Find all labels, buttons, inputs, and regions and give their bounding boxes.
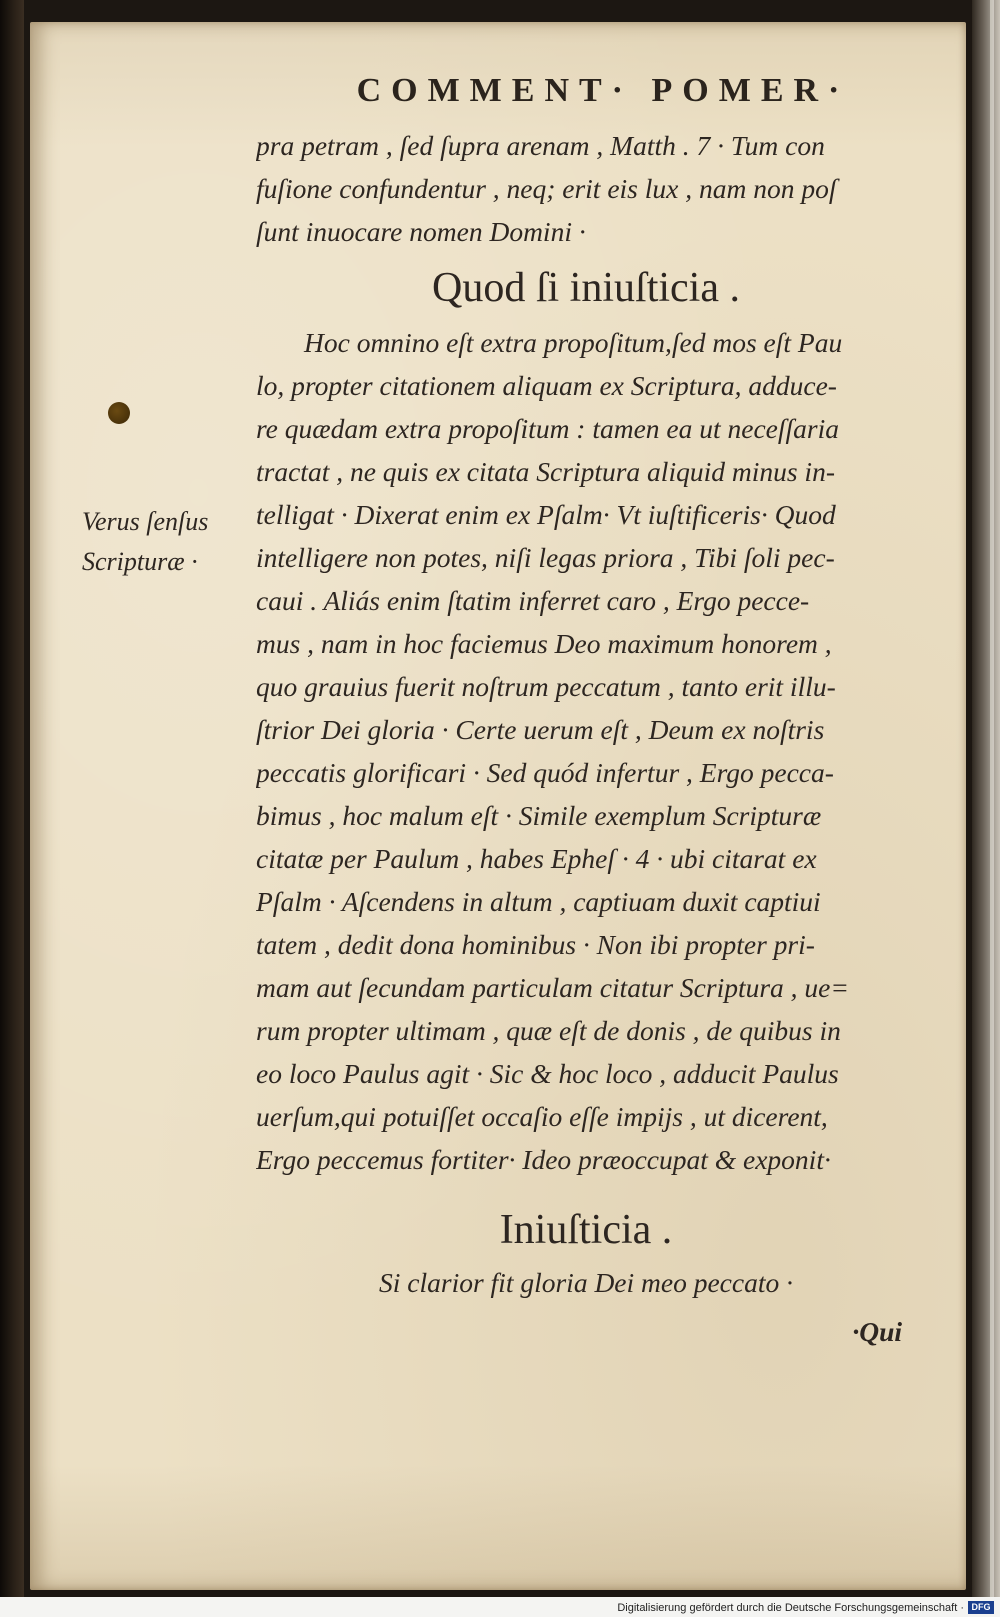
text-line: Ergo peccemus fortiter· Ideo præoccupat & exponit· <box>256 1144 831 1175</box>
text-line: ſunt inuocare nomen Domini · <box>256 216 586 247</box>
book-spine <box>0 0 24 1617</box>
text-line: peccatis glorificari · Sed quód infertur , Ergo pecca- <box>256 757 834 788</box>
text-line: fuſione confundentur , neq; erit eis lux , nam non poſ <box>256 173 837 204</box>
marginal-note-line: Verus ſenſus <box>82 507 209 536</box>
text-line: re quædam extra propoſitum : tamen ea ut neceſſaria <box>256 413 840 444</box>
text-line: caui . Aliás enim ſtatim inferret caro , Ergo pecce- <box>256 585 810 616</box>
text-line: quo grauius fuerit noſtrum peccatum , tanto erit illu- <box>256 671 836 702</box>
page-edge-highlight <box>990 0 994 1617</box>
text-line: tractat , ne quis ex citata Scriptura aliquid minus in- <box>256 456 835 487</box>
marginal-note <box>82 502 252 582</box>
text-line: lo, propter citationem aliquam ex Scriptura, adduce- <box>256 370 837 401</box>
running-title: COMMENT· POMER· <box>356 72 850 109</box>
section-heading: Iniuſticia . <box>499 1207 673 1253</box>
ink-blot <box>108 402 130 424</box>
lemma-line: Si clarior fit gloria Dei meo peccato · <box>379 1267 793 1298</box>
text-line: ſtrior Dei gloria · Certe uerum eſt , Deum ex noſtris <box>256 714 825 745</box>
text-line: eo loco Paulus agit · Sic & hoc loco , adducit Paulus <box>256 1058 839 1089</box>
text-line: rum propter ultimam , quæ eſt de donis , de quibus in <box>256 1015 841 1046</box>
marginal-note-line: Scripturæ · <box>82 547 198 576</box>
page-edge <box>972 0 1000 1617</box>
main-text-block <box>256 124 916 1357</box>
text-line: citatæ per Paulum , habes Epheſ · 4 · ubi citarat ex <box>256 843 817 874</box>
funding-credit: Digitalisierung gefördert durch die Deutsche Forschungsgemeinschaft · <box>617 1602 964 1614</box>
text-line: uerſum,qui potuiſſet occaſio eſſe impijs , ut dicerent, <box>256 1101 828 1132</box>
catchword: ·Qui <box>852 1316 902 1347</box>
section-heading: Quod ſi iniuſticia . <box>432 265 740 311</box>
text-line: mus , nam in hoc faciemus Deo maximum honorem , <box>256 628 832 659</box>
text-line: Hoc omnino eſt extra propoſitum,ſed mos eſt Pau <box>304 327 843 358</box>
book-page <box>30 22 966 1590</box>
text-line: bimus , hoc malum eſt · Simile exemplum Scripturæ <box>256 800 822 831</box>
text-line: intelligere non potes, niſi legas priora , Tibi ſoli pec- <box>256 542 835 573</box>
text-line: Pſalm · Aſcendens in altum , captiuam duxit captiui <box>256 886 821 917</box>
text-line: telligat · Dixerat enim ex Pſalm· Vt iuſtificeris· Quod <box>256 499 836 530</box>
text-line: tatem , dedit dona hominibus · Non ibi propter pri- <box>256 929 815 960</box>
dfg-logo-icon: DFG <box>968 1601 994 1614</box>
text-line: mam aut ſecundam particulam citatur Scriptura , ue= <box>256 972 849 1003</box>
text-line: pra petram , ſed ſupra arenam , Matth . 7 · Tum con <box>256 130 825 161</box>
footer-bar <box>0 1597 1000 1617</box>
